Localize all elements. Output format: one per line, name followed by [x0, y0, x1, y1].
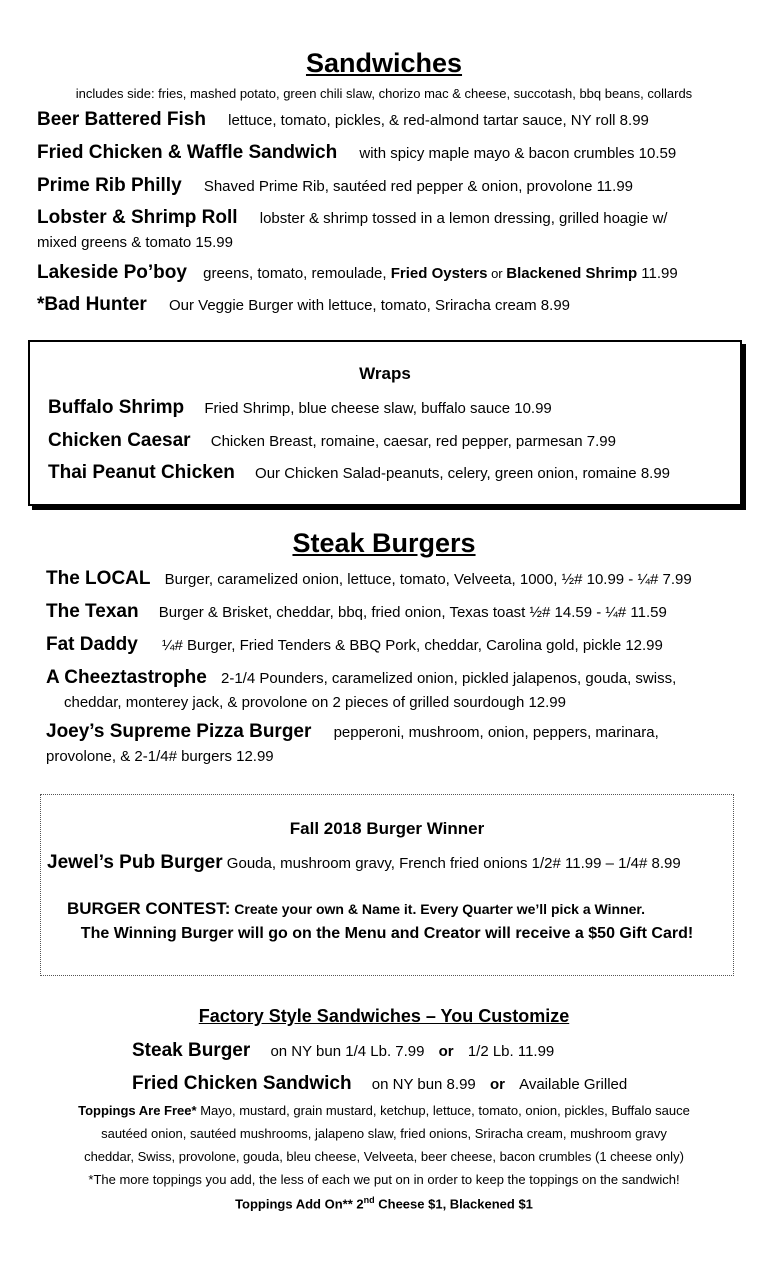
item-name: Prime Rib Philly: [37, 175, 182, 196]
addon-label: Toppings Add On**: [235, 1196, 353, 1212]
menu-item: [132, 1040, 554, 1062]
item-desc: Fried Shrimp, blue cheese slaw, buffalo sauce 10.99: [204, 400, 552, 417]
addon-text: Cheese $1, Blackened $1: [374, 1196, 533, 1212]
contest-box: [40, 794, 734, 976]
item-desc: provolone, & 2-1/4# burgers 12.99: [46, 748, 274, 765]
menu-item: [46, 601, 667, 623]
addon-sup: nd: [363, 1195, 375, 1205]
item-name: Fat Daddy: [46, 634, 138, 655]
addon-line: [0, 1195, 768, 1211]
item-name: Thai Peanut Chicken: [48, 462, 235, 483]
item-price: 11.99: [637, 265, 678, 282]
wraps-title: Wraps: [359, 364, 411, 383]
item-desc: greens, tomato, remoulade,: [203, 265, 391, 282]
item-desc: cheddar, monterey jack, & provolone on 2 pieces of grilled sourdough 12.99: [64, 694, 566, 711]
item-desc: with spicy maple mayo & bacon crumbles 10.59: [359, 145, 677, 162]
item-name: Steak Burger: [132, 1040, 251, 1061]
menu-item-continued: [46, 748, 274, 765]
winner-item: [47, 852, 681, 874]
addon-num: 2: [352, 1196, 364, 1212]
item-desc: lettuce, tomato, pickles, & red-almond tartar sauce, NY roll 8.99: [228, 112, 649, 129]
item-desc: Burger, caramelized onion, lettuce, tomato, Velveeta, 1000, ½# 10.99 - ¼# 7.99: [164, 571, 692, 588]
item-desc: on NY bun 1/4 Lb. 7.99: [270, 1043, 425, 1060]
menu-item: [48, 430, 616, 452]
item-desc: Shaved Prime Rib, sautéed red pepper & onion, provolone 11.99: [203, 178, 633, 195]
item-desc: on NY bun 8.99: [371, 1076, 476, 1093]
menu-item: [48, 462, 670, 484]
menu-item: [46, 667, 676, 689]
item-name: Buffalo Shrimp: [48, 397, 185, 418]
toppings-line-2: sautéed onion, sautéed mushrooms, jalapeno slaw, fried onions, Sriracha cream, mushroom gravy: [101, 1126, 667, 1141]
menu-item: [46, 568, 692, 590]
item-name: Chicken Caesar: [48, 430, 191, 451]
item-desc: Burger & Brisket, cheddar, bbq, fried onion, Texas toast ½# 14.59 - ¼# 11.59: [158, 604, 667, 621]
winner-title: Fall 2018 Burger Winner: [289, 819, 485, 838]
menu-item: [37, 262, 678, 284]
item-desc: lobster & shrimp tossed in a lemon dressing, grilled hoagie w/: [259, 210, 668, 227]
menu-item: [46, 634, 663, 656]
contest-label: BURGER CONTEST:: [67, 899, 231, 918]
item-name: Joey’s Supreme Pizza Burger: [46, 721, 312, 742]
menu-item: [37, 207, 667, 229]
menu-item: [48, 397, 552, 419]
item-desc: ¼# Burger, Fried Tenders & BBQ Pork, cheddar, Carolina gold, pickle 12.99: [162, 637, 663, 654]
factory-title: Factory Style Sandwiches – You Customize: [198, 1006, 570, 1026]
menu-item: [37, 142, 676, 164]
item-desc: 2-1/4 Pounders, caramelized onion, pickled jalapenos, gouda, swiss,: [221, 670, 677, 687]
menu-item: [46, 721, 659, 743]
menu-item: [37, 175, 633, 197]
item-option: Fried Oysters: [390, 265, 488, 282]
toppings-label: Toppings Are Free*: [78, 1103, 197, 1118]
item-option: Blackened Shrimp: [506, 265, 638, 282]
item-name: Jewel’s Pub Burger: [47, 852, 223, 873]
item-or: or: [487, 266, 507, 281]
item-name: Fried Chicken Sandwich: [132, 1073, 352, 1094]
item-name: A Cheeztastrophe: [46, 667, 207, 688]
contest-text: Create your own & Name it. Every Quarter we’ll pick a Winner.: [230, 901, 645, 917]
contest-text-2: The Winning Burger will go on the Menu and Creator will receive a $50 Gift Card!: [80, 925, 694, 942]
item-desc: Our Chicken Salad-peanuts, celery, green onion, romaine 8.99: [255, 465, 671, 482]
item-name: Beer Battered Fish: [37, 109, 206, 130]
steak-burgers-title: Steak Burgers: [292, 528, 476, 558]
toppings-line-1: [0, 1103, 768, 1118]
item-desc: Gouda, mushroom gravy, French fried onions 1/2# 11.99 – 1/4# 8.99: [222, 855, 681, 872]
menu-item: [37, 109, 649, 131]
item-or: or: [438, 1043, 454, 1060]
menu-item-continued: [37, 234, 233, 251]
item-name: The Texan: [46, 601, 139, 622]
menu-item: [132, 1073, 627, 1095]
item-desc: Our Veggie Burger with lettuce, tomato, Sriracha cream 8.99: [168, 297, 570, 314]
item-desc: Available Grilled: [519, 1076, 628, 1093]
toppings-note: *The more toppings you add, the less of each we put on in order to keep the toppings on the sandwich!: [88, 1172, 680, 1187]
menu-item: [37, 294, 570, 316]
item-or: or: [489, 1076, 505, 1093]
item-name: Lobster & Shrimp Roll: [37, 207, 238, 228]
menu-item-continued: [64, 694, 566, 711]
item-name: Fried Chicken & Waffle Sandwich: [37, 142, 338, 163]
sandwiches-title: Sandwiches: [305, 48, 463, 78]
item-name: *Bad Hunter: [37, 294, 147, 315]
item-desc: 1/2 Lb. 11.99: [467, 1043, 555, 1060]
item-name: Lakeside Po’boy: [37, 262, 187, 283]
wraps-box: [28, 340, 742, 506]
side-note: includes side: fries, mashed potato, green chili slaw, chorizo mac & cheese, succotash, bbq beans, collards: [75, 86, 693, 101]
item-desc: pepperoni, mushroom, onion, peppers, marinara,: [333, 724, 659, 741]
toppings-line-3: cheddar, Swiss, provolone, gouda, bleu cheese, Velveeta, beer cheese, bacon crumbles (1 cheese only): [84, 1149, 684, 1164]
item-name: The LOCAL: [46, 568, 151, 589]
item-desc: Chicken Breast, romaine, caesar, red pepper, parmesan 7.99: [210, 433, 616, 450]
item-desc: mixed greens & tomato 15.99: [37, 234, 233, 251]
contest-line: [67, 899, 645, 919]
toppings-text: Mayo, mustard, grain mustard, ketchup, lettuce, tomato, onion, pickles, Buffalo sauce: [196, 1103, 690, 1118]
